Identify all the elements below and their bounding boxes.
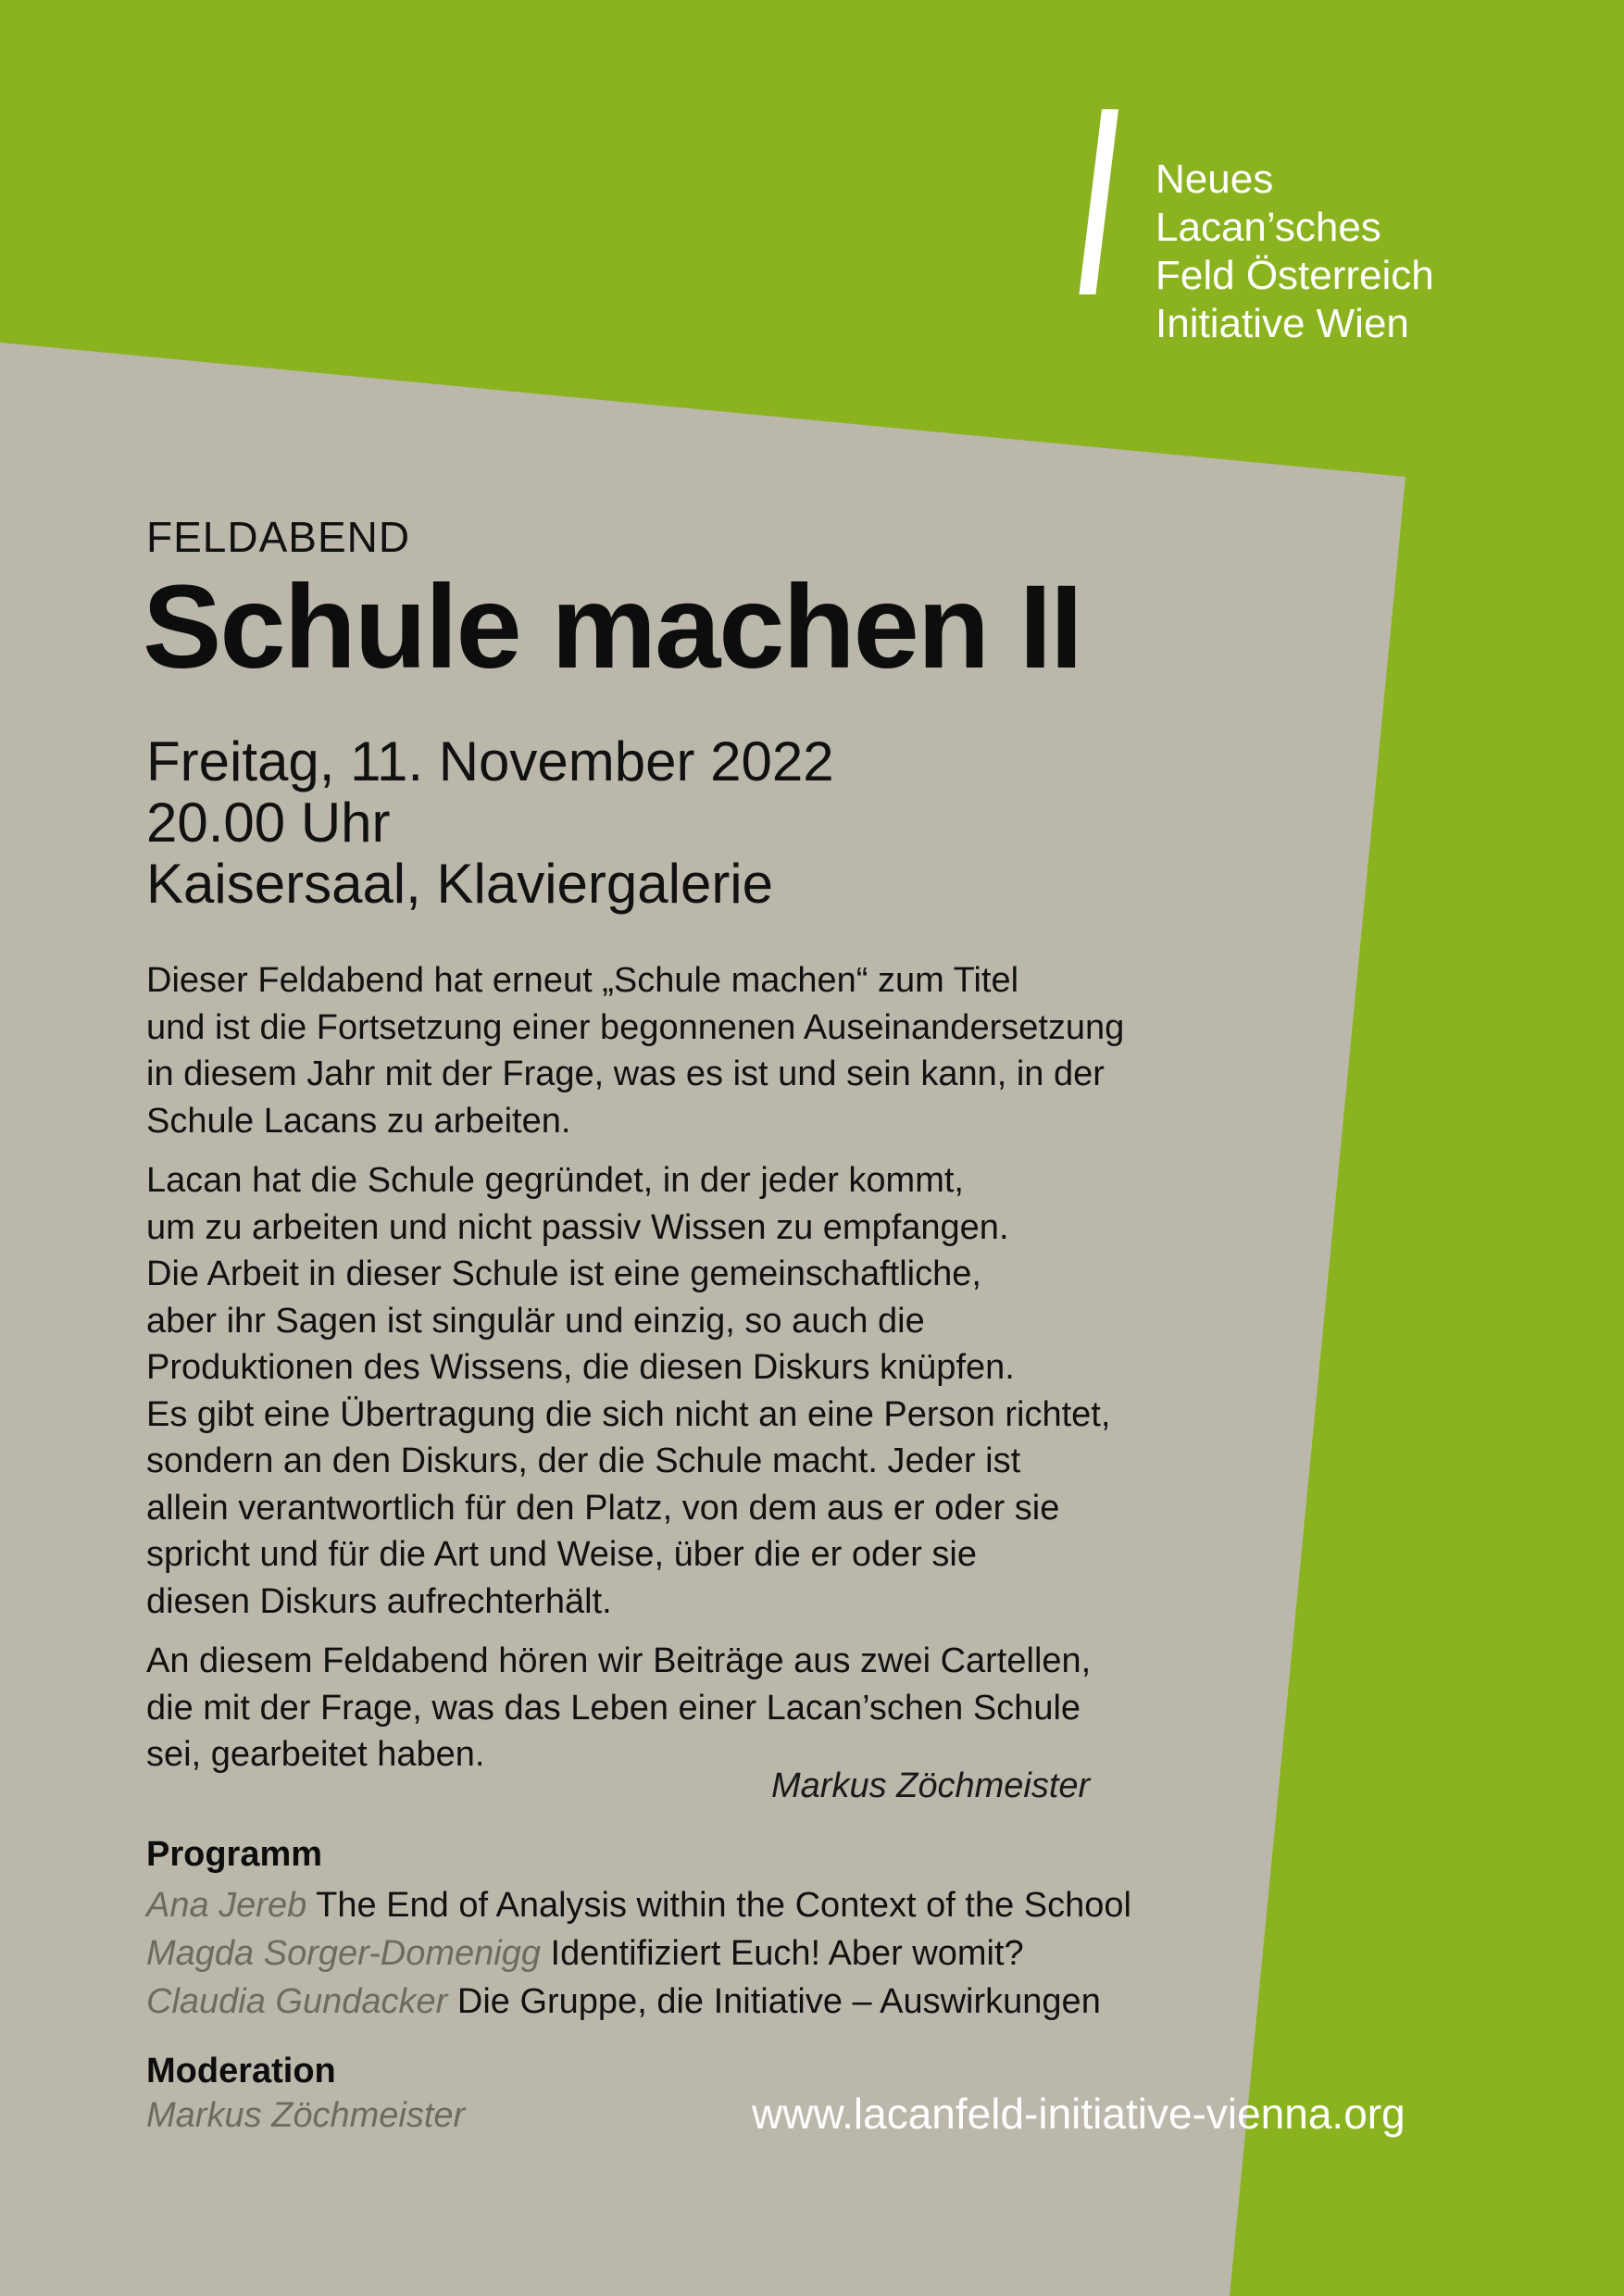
logo-line: Lacan’sches bbox=[1156, 205, 1381, 250]
text-line: und ist die Fortsetzung einer begonnenen Auseinandersetzung bbox=[146, 1007, 1125, 1047]
speaker-name: Magda Sorger-Domenigg bbox=[146, 1934, 541, 1973]
paragraph bbox=[146, 1157, 1257, 1625]
author-signature: Markus Zöchmeister bbox=[771, 1766, 1091, 1805]
page-title: Schule machen II bbox=[143, 561, 1081, 693]
speaker-name: Claudia Gundacker bbox=[146, 1982, 448, 2021]
description bbox=[146, 957, 1257, 1791]
event-location: Kaisersaal, Klaviergalerie bbox=[146, 853, 773, 915]
text-line: in diesem Jahr mit der Frage, was es ist und sein kann, in der bbox=[146, 1054, 1105, 1093]
text-line: Die Arbeit in dieser Schule ist eine gemeinschaftliche, bbox=[146, 1254, 981, 1293]
text-line: spricht und für die Art und Weise, über die er oder sie bbox=[146, 1535, 978, 1574]
text-line: Dieser Feldabend hat erneut „Schule machen“ zum Titel bbox=[146, 961, 1019, 1000]
program-list bbox=[146, 1881, 1131, 2026]
event-details bbox=[146, 731, 834, 915]
logo-line: Feld Österreich bbox=[1156, 253, 1434, 298]
logo-line: Initiative Wien bbox=[1156, 301, 1409, 346]
logo-line: Neues bbox=[1156, 156, 1274, 202]
text-line: diesen Diskurs aufrechterhält. bbox=[146, 1581, 612, 1621]
event-kicker: FELDABEND bbox=[146, 513, 411, 561]
text-line: Lacan hat die Schule gegründet, in der jeder kommt, bbox=[146, 1161, 964, 1200]
program-item bbox=[146, 1929, 1131, 1978]
program-item bbox=[146, 1881, 1131, 1929]
moderator-name: Markus Zöchmeister bbox=[146, 2096, 466, 2135]
text-line: um zu arbeiten und nicht passiv Wissen zu empfangen. bbox=[146, 1207, 1009, 1247]
text-line: An diesem Feldabend hören wir Beiträge aus zwei Cartellen, bbox=[146, 1641, 1092, 1680]
text-line: Produktionen des Wissens, die diesen Diskurs knüpfen. bbox=[146, 1348, 1015, 1387]
moderation-heading: Moderation bbox=[146, 2052, 336, 2090]
paragraph bbox=[146, 1638, 1257, 1778]
talk-title: The End of Analysis within the Context of the School bbox=[316, 1886, 1131, 1925]
text-line: die mit der Frage, was das Leben einer Lacan’schen Schule bbox=[146, 1688, 1081, 1728]
text-line: sondern an den Diskurs, der die Schule macht. Jeder ist bbox=[146, 1441, 1021, 1480]
text-line: Schule Lacans zu arbeiten. bbox=[146, 1101, 571, 1141]
paragraph bbox=[146, 957, 1257, 1144]
text-line: allein verantwortlich für den Platz, von dem aus er oder sie bbox=[146, 1488, 1060, 1528]
logo bbox=[1156, 156, 1434, 348]
website-link[interactable]: www.lacanfeld-initiative-vienna.org bbox=[752, 2090, 1405, 2138]
talk-title: Identifiziert Euch! Aber womit? bbox=[550, 1934, 1024, 1973]
event-date: Freitag, 11. November 2022 bbox=[146, 730, 834, 792]
program-item bbox=[146, 1978, 1131, 2026]
text-line: sei, gearbeitet haben. bbox=[146, 1735, 485, 1774]
program-heading: Programm bbox=[146, 1835, 323, 1874]
event-time: 20.00 Uhr bbox=[146, 792, 391, 854]
text-line: aber ihr Sagen ist singulär und einzig, so auch die bbox=[146, 1301, 925, 1341]
speaker-name: Ana Jereb bbox=[146, 1886, 307, 1925]
text-line: Es gibt eine Übertragung die sich nicht an eine Person richtet, bbox=[146, 1394, 1111, 1434]
talk-title: Die Gruppe, die Initiative – Auswirkungen bbox=[456, 1982, 1101, 2021]
